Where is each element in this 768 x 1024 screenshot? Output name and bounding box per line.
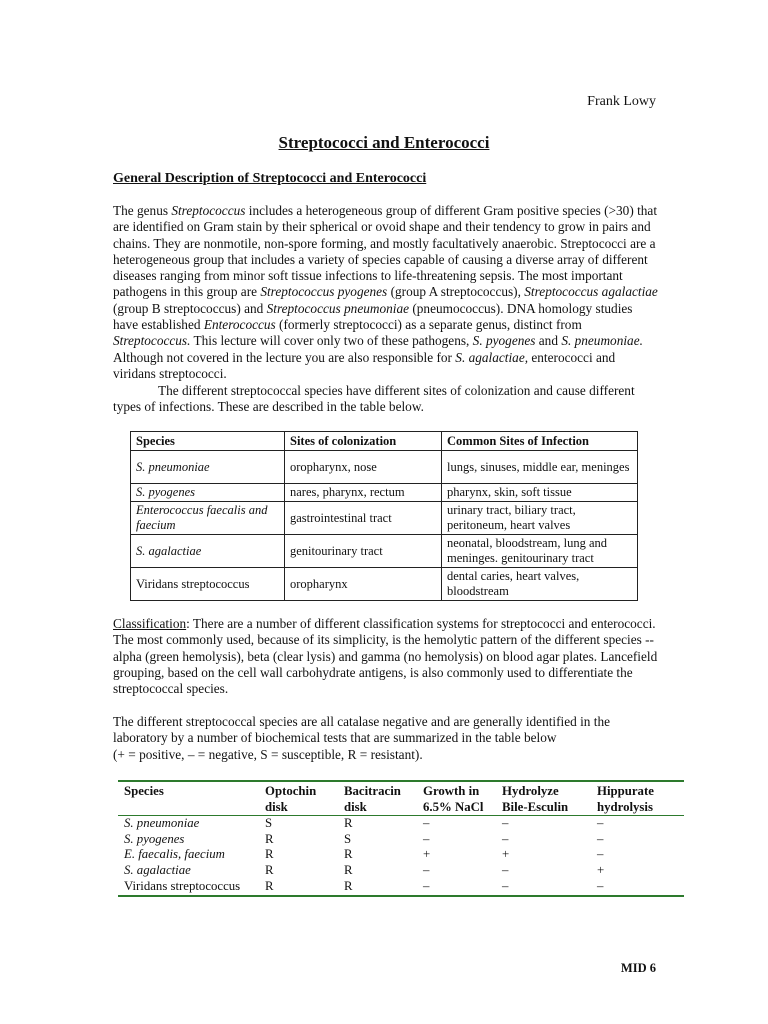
table-header-cell: Optochin disk bbox=[259, 781, 338, 816]
classification-label: Classification bbox=[113, 616, 187, 631]
species-cell: S. pneumoniae bbox=[124, 816, 200, 830]
page-title: Streptococci and Enterococci bbox=[278, 133, 490, 152]
result-cell: – bbox=[423, 816, 430, 830]
species-cell: S. pneumoniae bbox=[131, 451, 285, 484]
result-cell: – bbox=[502, 816, 509, 830]
table-header-cell: Growth in 6.5% NaCl bbox=[417, 781, 496, 816]
table-header-cell: Common Sites of Infection bbox=[442, 432, 638, 451]
result-cell: R bbox=[265, 847, 274, 862]
colonization-cell: gastrointestinal tract bbox=[285, 502, 442, 535]
result-cell: – bbox=[502, 863, 509, 878]
infection-cell: pharynx, skin, soft tissue bbox=[442, 484, 638, 502]
species-cell: Viridans streptococcus bbox=[131, 568, 285, 601]
table-header-cell: Sites of colonization bbox=[285, 432, 442, 451]
result-cell: R bbox=[344, 863, 353, 878]
colonization-paragraph: The different streptococcal species have different sites of colonization and cause different types of infections. These are described in the table below. bbox=[113, 383, 635, 415]
table-row bbox=[131, 502, 638, 535]
table-row bbox=[118, 816, 684, 832]
colonization-cell: nares, pharynx, rectum bbox=[285, 484, 442, 502]
table-header-row bbox=[118, 781, 684, 816]
colonization-cell: genitourinary tract bbox=[285, 535, 442, 568]
legend-text: (+ = positive, – = negative, S = susceptible, R = resistant). bbox=[113, 746, 423, 762]
infection-cell: urinary tract, biliary tract, peritoneum, heart valves bbox=[442, 502, 638, 535]
result-cell: + bbox=[502, 847, 510, 862]
result-cell: R bbox=[344, 816, 353, 830]
species-cell: S. agalactiae bbox=[124, 863, 191, 878]
result-cell: R bbox=[265, 831, 274, 846]
table-row bbox=[118, 863, 684, 879]
table-header-cell: Hippurate hydrolysis bbox=[591, 781, 684, 816]
result-cell: – bbox=[423, 863, 430, 878]
table-header-cell: Species bbox=[131, 432, 285, 451]
result-cell: – bbox=[597, 816, 604, 830]
result-cell: – bbox=[496, 879, 591, 896]
colonization-cell: oropharynx, nose bbox=[285, 451, 442, 484]
result-cell: R bbox=[259, 879, 338, 896]
result-cell: R bbox=[265, 863, 274, 878]
table-row bbox=[118, 832, 684, 848]
table-row bbox=[131, 451, 638, 484]
species-cell: E. faecalis, faecium bbox=[124, 847, 225, 862]
result-cell: – bbox=[417, 879, 496, 896]
colonization-table bbox=[130, 431, 638, 601]
result-cell: – bbox=[597, 831, 604, 846]
result-cell: – bbox=[597, 847, 604, 862]
table-header-row bbox=[131, 432, 638, 451]
table-header-cell: Hydrolyze Bile-Esculin bbox=[496, 781, 591, 816]
result-cell: – bbox=[423, 831, 430, 846]
result-cell: R bbox=[344, 847, 353, 862]
table-row bbox=[131, 535, 638, 568]
table-row bbox=[131, 568, 638, 601]
species-cell: S. pyogenes bbox=[124, 831, 185, 846]
page-footer: MID 6 bbox=[620, 961, 656, 975]
result-cell: + bbox=[597, 863, 605, 878]
classification-paragraph: Classification: There are a number of different classification systems for streptococci and enterococci. The most commonly used, because of its simplicity, is the hemolytic pattern of the different species -- alpha (green hemolysis), beta (clear lysis) and gamma (no hemolysis) on blood agar plates. Lancefield grouping, based on the cell wall carbohydrate antigens, is also commonly used to differentiate the streptococcal species. bbox=[113, 616, 658, 697]
colonization-cell: oropharynx bbox=[285, 568, 442, 601]
result-cell: S bbox=[344, 831, 352, 846]
species-cell: Enterococcus faecalis and faecium bbox=[131, 502, 285, 535]
species-cell: Viridans streptococcus bbox=[118, 879, 259, 896]
biochemical-table bbox=[118, 780, 684, 897]
species-cell: S. pyogenes bbox=[131, 484, 285, 502]
table-header-cell: Bacitracin disk bbox=[338, 781, 417, 816]
infection-cell: lungs, sinuses, middle ear, meninges bbox=[442, 451, 638, 484]
result-cell: – bbox=[591, 879, 684, 896]
intro-paragraph: The genus Streptococcus includes a heterogeneous group of different Gram positive species (>30) that are identified on Gram stain by their spherical or ovoid shape and their tendency to grow in pairs and chains. They are nonmotile, non-spore forming, and mostly facultatively anaerobic. Streptococci are a heterogeneous group that includes a variety of species capable of causing a diverse array of different diseases ranging from minor soft tissue infections to life-threatening sepsis. The most important pathogens in this group are Streptococcus pyogenes (group A streptococcus), Streptococcus agalactiae (group B streptococcus) and Streptococcus pneumoniae (pneumococcus). DNA homology studies have established Enterococcus (formerly streptococci) as a separate genus, distinct from Streptococcus. This lecture will cover only two of these pathogens, S. pyogenes and S. pneumoniae. Although not covered in the lecture you are also responsible for S. agalactiae, enterococci and viridans streptococci. bbox=[113, 203, 658, 381]
result-cell: – bbox=[502, 831, 509, 846]
table-row bbox=[118, 847, 684, 863]
result-cell: S bbox=[265, 816, 273, 830]
table-row bbox=[118, 879, 684, 896]
section-heading: General Description of Streptococci and Enterococci bbox=[113, 171, 427, 186]
infection-cell: neonatal, bloodstream, lung and meninges. genitourinary tract bbox=[442, 535, 638, 568]
table-header-cell: Species bbox=[118, 781, 259, 816]
result-cell: + bbox=[423, 847, 431, 862]
infection-cell: dental caries, heart valves, bloodstream bbox=[442, 568, 638, 601]
species-cell: S. agalactiae bbox=[131, 535, 285, 568]
result-cell: R bbox=[338, 879, 417, 896]
table-row bbox=[131, 484, 638, 502]
author-name: Frank Lowy bbox=[587, 94, 656, 109]
biochemical-paragraph: The different streptococcal species are all catalase negative and are generally identified in the laboratory by a number of biochemical tests that are summarized in the table below (+ = positive, – = negative, S = susceptible, R = resistant). bbox=[113, 714, 611, 762]
